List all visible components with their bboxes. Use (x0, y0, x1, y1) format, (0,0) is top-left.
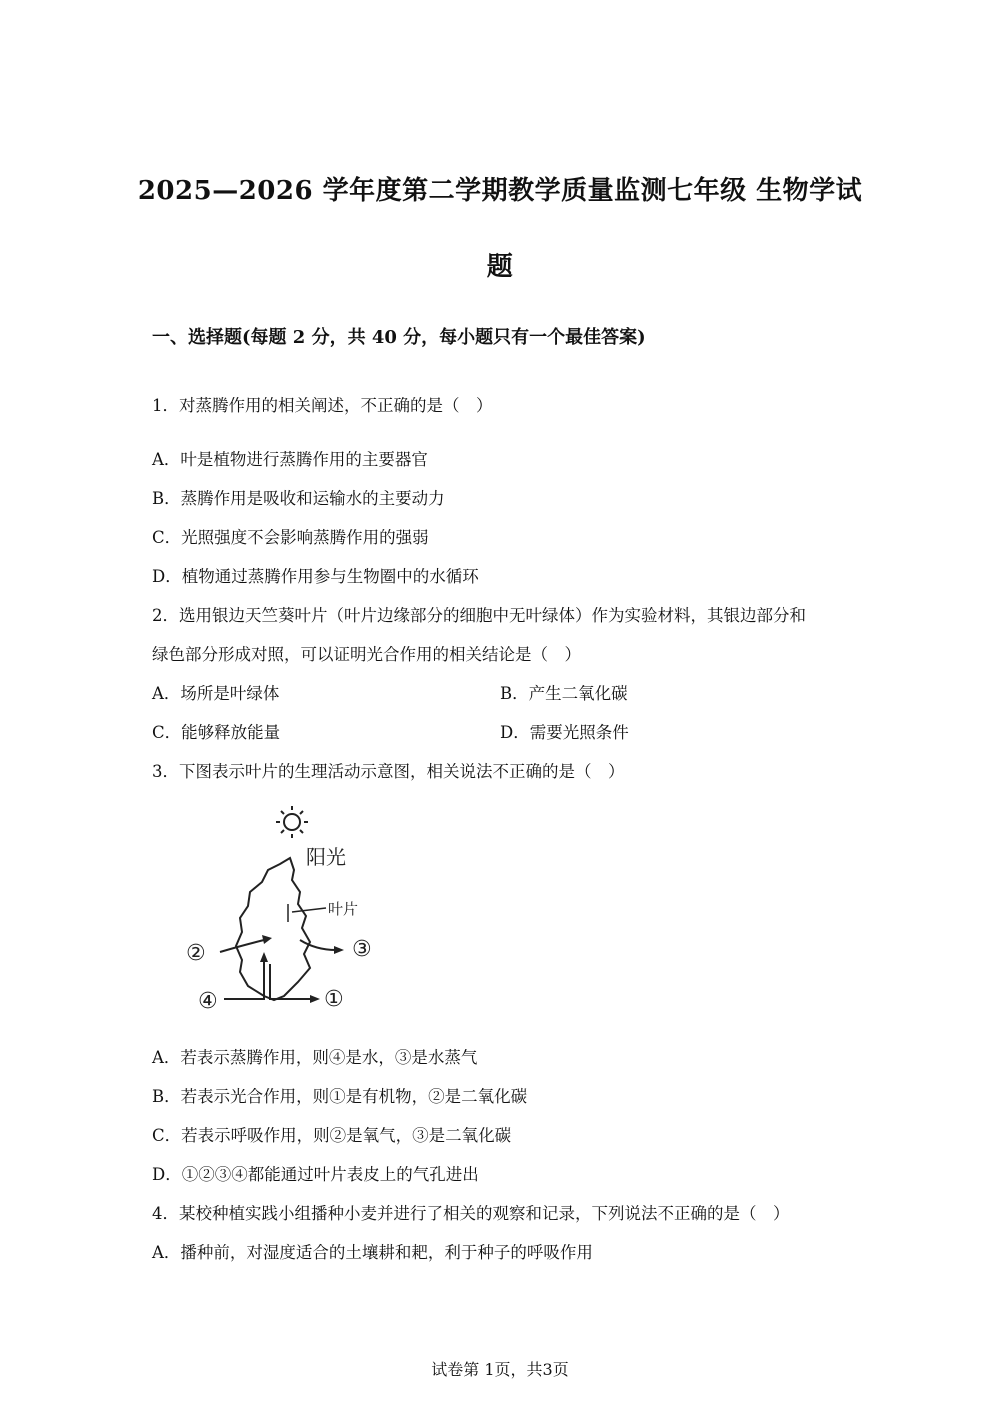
q4-stem: 4．某校种植实践小组播种小麦并进行了相关的观察和记录，下列说法不正确的是（ ） (152, 1204, 790, 1223)
page-footer: 试卷第 1页，共3页 (431, 1360, 569, 1379)
marker-4: ④ (198, 989, 218, 1014)
q2-option-c: C．能够释放能量 (152, 723, 281, 742)
sun-icon (276, 806, 308, 838)
marker-3: ③ (352, 937, 372, 962)
q4-option-a: A．播种前，对湿度适合的土壤耕和耙，利于种子的呼吸作用 (152, 1243, 593, 1262)
q3-option-c: C．若表示呼吸作用，则②是氧气，③是二氧化碳 (152, 1126, 512, 1145)
q2-option-d: D．需要光照条件 (500, 723, 629, 742)
q1-option-b: B．蒸腾作用是吸收和运输水的主要动力 (152, 489, 445, 508)
sun-label: 阳光 (306, 845, 346, 869)
q1-option-c: C．光照强度不会影响蒸腾作用的强弱 (152, 528, 429, 547)
q2-stem-line1: 2．选用银边天竺葵叶片（叶片边缘部分的细胞中无叶绿体）作为实验材料，其银边部分和 (152, 606, 806, 625)
q3-option-d: D．①②③④都能通过叶片表皮上的气孔进出 (152, 1165, 479, 1184)
leaf-label: 叶片 (328, 900, 359, 918)
q2-option-b: B．产生二氧化碳 (500, 684, 628, 703)
leaf-diagram (180, 800, 440, 1020)
q3-option-b: B．若表示光合作用，则①是有机物，②是二氧化碳 (152, 1087, 528, 1106)
q3-stem: 3．下图表示叶片的生理活动示意图，相关说法不正确的是（ ） (152, 762, 625, 781)
q3-option-a: A．若表示蒸腾作用，则④是水，③是水蒸气 (152, 1048, 478, 1067)
q2-stem-line2: 绿色部分形成对照，可以证明光合作用的相关结论是（ ） (152, 645, 581, 664)
marker-2: ② (186, 941, 206, 966)
exam-title-line2: 题 (486, 252, 514, 282)
q1-option-a: A．叶是植物进行蒸腾作用的主要器官 (152, 450, 428, 469)
q2-option-a: A．场所是叶绿体 (152, 684, 280, 703)
q1-option-d: D．植物通过蒸腾作用参与生物圈中的水循环 (152, 567, 479, 586)
marker-1: ① (324, 987, 344, 1012)
leaf-shape (236, 858, 310, 1000)
section-heading: 一、选择题(每题 2 分，共 40 分，每小题只有一个最佳答案) (152, 327, 646, 348)
q1-stem: 1．对蒸腾作用的相关阐述，不正确的是（ ） (152, 396, 493, 415)
exam-title-line1: 2025—2026 学年度第二学期教学质量监测七年级 生物学试 (137, 176, 863, 206)
